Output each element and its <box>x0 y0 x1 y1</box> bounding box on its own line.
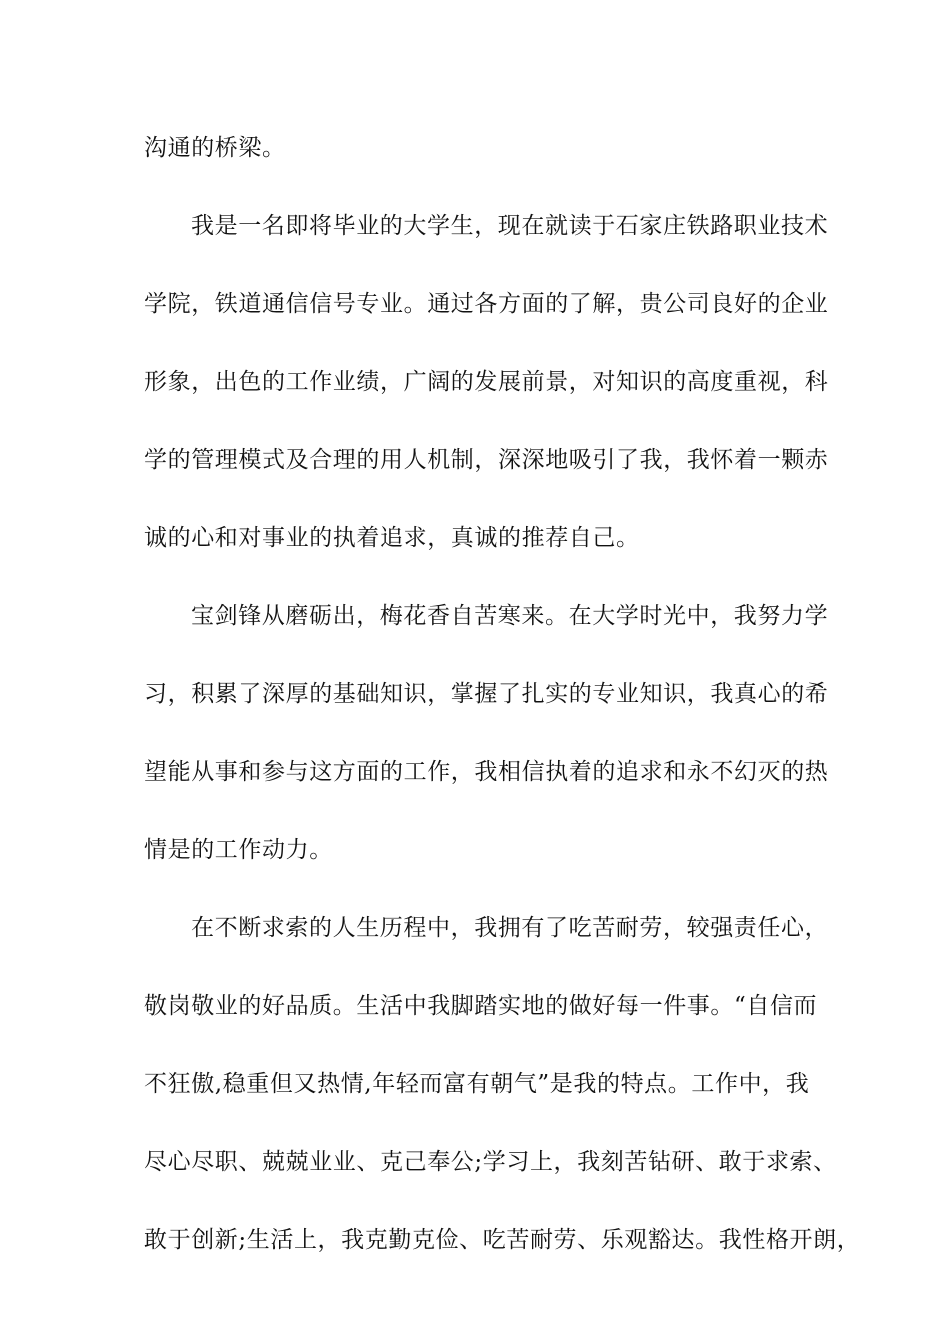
text-line: 不狂傲,稳重但又热情,年轻而富有朝气”是我的特点。工作中，我 <box>144 1071 810 1097</box>
text-line: 习，积累了深厚的基础知识，掌握了扎实的专业知识，我真心的希 <box>144 681 829 707</box>
text-line: 沟通的桥梁。 <box>144 135 286 161</box>
text-line: 形象，出色的工作业绩，广阔的发展前景，对知识的高度重视，科 <box>144 369 829 395</box>
text-line: 尽心尽职、兢兢业业、克己奉公;学习上，我刻苦钻研、敢于求索、 <box>144 1149 837 1175</box>
text-line: 情是的工作动力。 <box>144 837 333 863</box>
text-line: 学的管理模式及合理的用人机制，深深地吸引了我，我怀着一颗赤 <box>144 447 829 473</box>
text-line: 望能从事和参与这方面的工作，我相信执着的追求和永不幻灭的热 <box>144 759 829 785</box>
paragraph-first-line: 宝剑锋从磨砺出，梅花香自苦寒来。在大学时光中，我努力学 <box>191 603 829 629</box>
text-line: 敬岗敬业的好品质。生活中我脚踏实地的做好每一件事。“自信而 <box>144 993 818 1019</box>
paragraph-first-line: 我是一名即将毕业的大学生，现在就读于石家庄铁路职业技术 <box>191 213 829 239</box>
text-line: 诚的心和对事业的执着追求，真诚的推荐自己。 <box>144 525 640 551</box>
text-line: 敢于创新;生活上，我克勤克俭、吃苦耐劳、乐观豁达。我性格开朗， <box>144 1227 861 1253</box>
paragraph-first-line: 在不断求索的人生历程中，我拥有了吃苦耐劳，较强责任心， <box>191 915 829 941</box>
text-line: 学院，铁道通信信号专业。通过各方面的了解，贵公司良好的企业 <box>144 291 829 317</box>
